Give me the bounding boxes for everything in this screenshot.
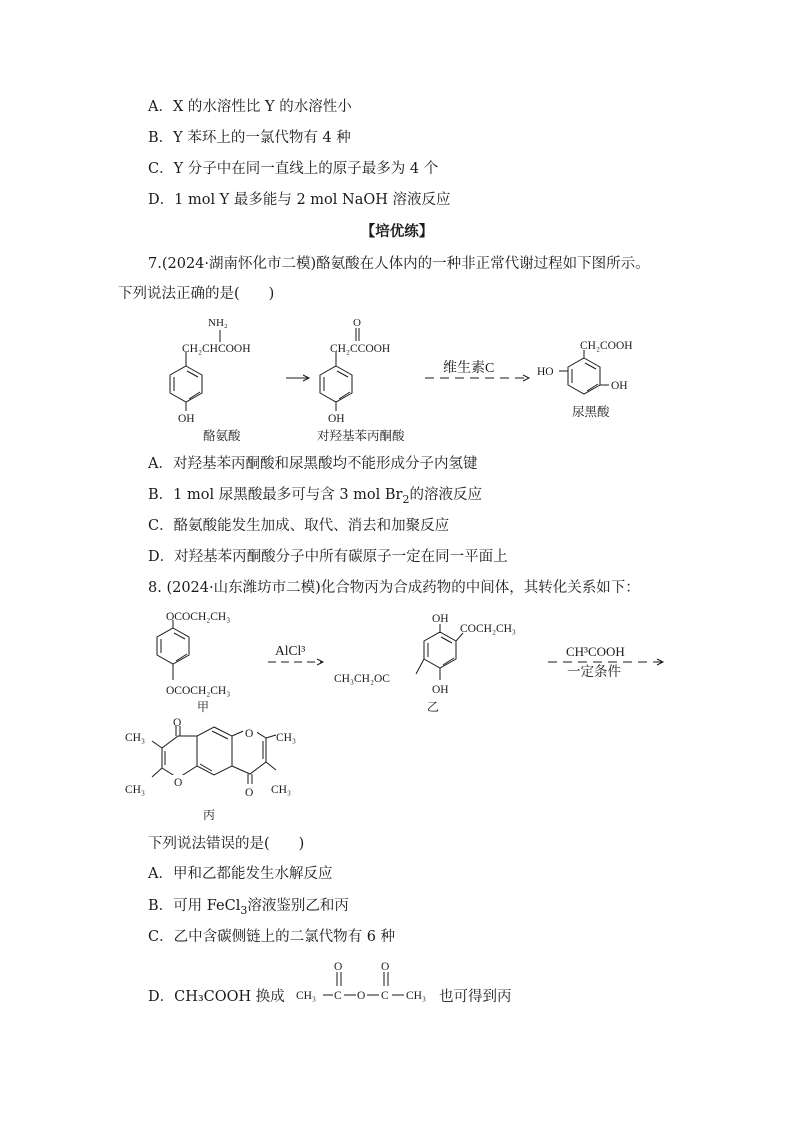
q7-option-b-text: B．1 mol 尿黑酸最多可与含 3 mol Br xyxy=(148,487,403,503)
arrow-label-conditions: 一定条件 xyxy=(567,664,621,679)
tyrosine-name: 酪氨酸 xyxy=(203,429,241,443)
q8-question: 下列说法错误的是( ) xyxy=(148,836,305,852)
q8-option-b-text-end: 溶液鉴别乙和丙 xyxy=(247,898,349,914)
q8-option-c: C．乙中含碳侧链上的二氯代物有 6 种 xyxy=(148,929,396,945)
homogentisic-ho: HO xyxy=(537,366,554,378)
tyrosine-oh: OH xyxy=(178,413,195,425)
section-title: 【培优练】 xyxy=(360,223,434,240)
bing-carbonyl-o-bottom: O xyxy=(245,787,254,799)
homogentisic-oh: OH xyxy=(611,380,628,392)
yi-oh-top: OH xyxy=(432,613,449,625)
q6-option-d: D．1 mol Y 最多能与 2 mol NaOH 溶液反应 xyxy=(148,192,451,208)
q8-option-d-suffix: 也可得到丙 xyxy=(439,989,512,1005)
jia-top-group: OCOCH₂CH₃ xyxy=(166,611,231,623)
q8-stem: 8. (2024·山东潍坊市二模)化合物丙为合成药物的中间体，其转化关系如下： xyxy=(148,580,640,596)
q7-stem-line2: 下列说法正确的是( ) xyxy=(118,286,275,302)
yi-right-group: COCH₂CH₃ xyxy=(460,623,516,635)
hppa-name: 对羟基苯丙酮酸 xyxy=(317,429,405,443)
bing-carbonyl-o-top: O xyxy=(173,717,182,729)
arrow-label-ch3cooh: CH³COOH xyxy=(566,644,625,659)
bing-methyl-4: CH₃ xyxy=(271,784,291,796)
bing-methyl-3: CH₃ xyxy=(276,732,296,744)
q7-stem-line1: 7.(2024·湖南怀化市二模)酪氨酸在人体内的一种非正常代谢过程如下图所示。 xyxy=(148,256,650,272)
anhydride-c-right: C xyxy=(381,990,389,1002)
q7-option-d: D．对羟基苯丙酮酸分子中所有碳原子一定在同一平面上 xyxy=(148,549,508,565)
anhydride-o-left: O xyxy=(334,961,343,973)
arrow-label-vitamin-c: 维生素C xyxy=(443,361,495,376)
yi-oh-bottom: OH xyxy=(432,684,449,696)
jia-name: 甲 xyxy=(197,700,210,714)
jia-bottom-group: OCOCH₂CH₃ xyxy=(166,685,231,697)
anhydride-o-bridge: O xyxy=(357,990,366,1002)
bing-methyl-2: CH₃ xyxy=(125,784,145,796)
yi-name: 乙 xyxy=(427,700,440,714)
tyrosine-chain: CH₂CHCOOH xyxy=(182,343,251,355)
homogentisic-chain: CH₂COOH xyxy=(580,340,633,352)
anhydride-c-left: C xyxy=(334,990,342,1002)
q7-option-b-text-end: 的溶液反应 xyxy=(409,487,482,503)
anhydride-o-right: O xyxy=(381,961,390,973)
q7-option-c: C．酪氨酸能发生加成、取代、消去和加聚反应 xyxy=(148,518,450,534)
bing-ring-o-bottom: O xyxy=(174,777,183,789)
homogentisic-name: 尿黑酸 xyxy=(572,405,610,419)
hppa-chain: CH₂CCOOH xyxy=(330,343,391,355)
q7-option-a: A．对羟基苯丙酮酸和尿黑酸均不能形成分子内氢键 xyxy=(148,456,478,472)
anhydride-ch3-right: CH₃ xyxy=(406,990,426,1002)
hppa-oh: OH xyxy=(328,413,345,425)
q6-option-b: B．Y 苯环上的一氯代物有 4 种 xyxy=(148,130,351,146)
q8-option-d-prefix: D．CH₃COOH 换成 xyxy=(148,989,285,1005)
q8-option-b-subscript: 3 xyxy=(240,903,248,917)
q8-option-b-text: B．可用 FeCl xyxy=(148,898,241,914)
arrow-label-alcl3: AlCl³ xyxy=(275,643,306,658)
hppa-carbonyl-o: O xyxy=(353,317,361,329)
q6-option-c: C．Y 分子中在同一直线上的原子最多为 4 个 xyxy=(148,161,439,177)
yi-left-group: CH₃CH₂OC xyxy=(334,673,390,685)
q7-option-b-subscript: 2 xyxy=(402,492,410,506)
bing-name: 丙 xyxy=(203,808,216,822)
tyrosine-nh2: NH₂ xyxy=(208,317,228,329)
bing-ring-o-top: O xyxy=(245,728,254,740)
q8-option-a: A．甲和乙都能发生水解反应 xyxy=(148,866,333,882)
anhydride-ch3-left: CH₃ xyxy=(296,990,316,1002)
q6-option-a: A．X 的水溶性比 Y 的水溶性小 xyxy=(148,99,352,115)
bing-methyl-1: CH₃ xyxy=(125,732,145,744)
